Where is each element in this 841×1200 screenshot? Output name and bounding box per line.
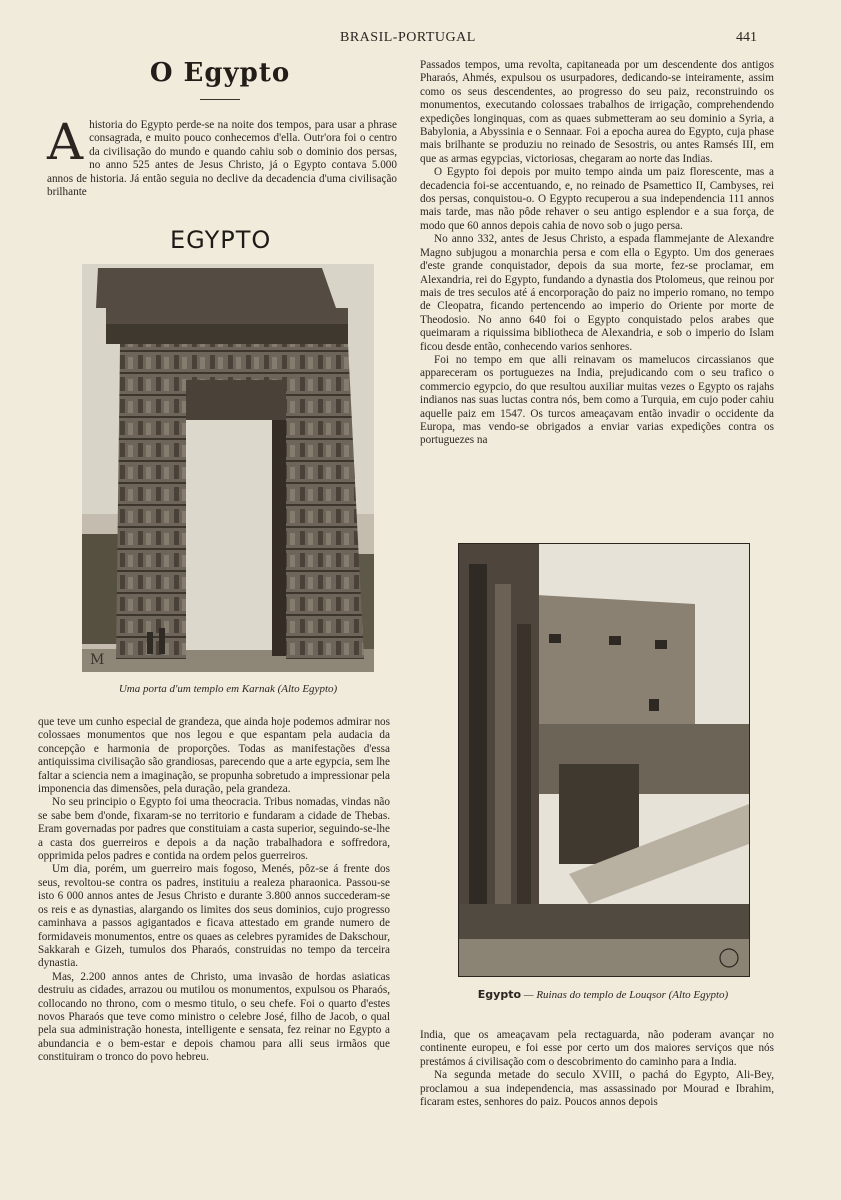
section-heading: EGYPTO bbox=[170, 226, 272, 254]
paragraph: Mas, 2.200 annos antes de Christo, uma invasão de hordas asiaticas destruiu as cidades, arrazou ou mutilou os monumentos, expulsou os Pharaós, collocando no throno, com o mesmo titulo, o seu chefe. Foi o quarto d'estes novos Pharaós que teve como ministro o celebre José, filho de Jacob, o qual pela sua administração honesta, intelligente e sensata, fez reinar no Egypto a abundancia e o bem-estar e depois chamou para alli seus irmãos que constituiram o tronco do povo hebreu. bbox=[38, 970, 390, 1064]
title-rule bbox=[200, 99, 240, 100]
svg-text:M: M bbox=[90, 652, 105, 668]
paragraph: No seu principio o Egypto foi uma theocracia. Tribus nomadas, vindas não se sabe bem d'onde, fixaram-se no territorio e fundaram a cidade de Thebas. Eram governadas por padres que constituiam a casta superior, seguindo-se-lhe a casta dos guerreiros e depois a da nação trabalhadora e soffredora, opprimida pelos padres e contida na ordem pelos guerreiros. bbox=[38, 796, 390, 863]
paragraph: Um dia, porém, um guerreiro mais fogoso, Menés, pôz-se á frente dos seus, revoltou-se contra os padres, instituiu a realeza pharaonica. Passou-se isto 6 000 annos antes de Jesus Christo e durante 3.800 annos succederam-se os reis e as dynastias, alargando os limites dos seus dominios, cujo progresso caminhava a passos agigantados e ficava attestado em grande numero de formidaveis monumentos, entre os quaes as celebres pyramides de Dakschour, Sakkarah e Gizeh, tumulos dos Pharaós, construidas no tempo da terceira dynastia. bbox=[38, 863, 390, 970]
photo1-caption: Uma porta d'um templo em Karnak (Alto Egypto) bbox=[118, 683, 338, 695]
page-number: 441 bbox=[736, 30, 757, 45]
karnak-gate-photo bbox=[82, 264, 374, 672]
luxor-ruins-illustration bbox=[459, 544, 749, 976]
paragraph: No anno 332, antes de Jesus Christo, a espada flammejante de Alexandre Magno subjugou a monarchia persa e com ella o Egypto. Um dos generaes d'este grande conquistador, depois da sua morte, fez-se proclamar, em Alexandria, rei do Egypto, fundando a dynastia dos Ptolomeus, que reinou por mais de tres seculos até á encorporação do paiz no imperio romano, no tempo de Cleopatra, ficando pertencendo ao imperio do Oriente por morte de Theodosio. No anno 640 foi o Egypto conquistado pelos arabes que queimaram a riquissima bibliotheca de Alexandria, e sob o imperio do Islam ficou desde então, conhecendo varios senhores. bbox=[420, 233, 774, 353]
running-header bbox=[0, 30, 841, 50]
karnak-gate-illustration bbox=[82, 264, 374, 672]
intro-block bbox=[47, 113, 397, 199]
paragraph: India, que os ameaçavam pela rectaguarda, não poderam avançar no continente europeu, e foi esse por certo um dos maiores serviços que nós prestámos á civilisação com o descobrimento do caminho para a India. bbox=[420, 1029, 774, 1068]
right-bottom-column bbox=[420, 1029, 774, 1109]
drop-cap: A bbox=[47, 113, 84, 171]
running-title: BRASIL-PORTUGAL bbox=[340, 30, 476, 45]
paragraph: Passados tempos, uma revolta, capitaneada por um descendente dos antigos Pharaós, Ahmés, expulsou os usurpadores, dedicando-se inteiramente, assim como os seus descendentes, ao progresso do seu paiz, reconstruindo os monumentos, executando colossaes trabalhos de irrigação, comprehendendo expedições longinquas, com as quaes submetteram ao seu dominio a Syria, a Babylonia, a Abyssinia e o Sennaar. Foi a epocha aurea do Egypto, cuja phase mais brilhante se produziu no reinado de Sesostris, ou antes Ramsés III, em que as armas egypcias, victoriosas, chegaram ao norte das Indias. bbox=[420, 59, 774, 165]
photo2-caption-text: — Ruinas do templo de Louqsor (Alto Egypto) bbox=[521, 989, 729, 1001]
photo2-caption-bold: Egypto bbox=[477, 988, 522, 1001]
right-body-column bbox=[420, 59, 774, 448]
paragraph: que teve um cunho especial de grandeza, que ainda hoje podemos admirar nos colossaes monumentos que nos legou e que espantam pela audacia da concepção e harmonia de proporções. Todas as manifestações d'essa antiquissima civilisação são grandiosas, parecendo que a arte egypcia, sem lhe faltar a sciencia nem a imaginação, se propunha sobretudo a impressionar pela imponencia das dimensões, pela duração, pela grandeza. bbox=[38, 716, 390, 796]
photo2-caption bbox=[458, 988, 748, 1001]
left-body-column bbox=[38, 716, 390, 1065]
luxor-ruins-photo bbox=[458, 543, 750, 977]
paragraph: O Egypto foi depois por muito tempo ainda um paiz florescente, mas a decadencia foi-se accentuando, e, no reinado de Psamettico II, Cambyses, rei dos persas, conquistou-o. O Egypto recuperou a sua independencia 111 annos mais tarde, mas não pôde rehaver o seu antigo esplendor e a sua força, de modo que 60 annos depois cahia de novo sob o jugo persa. bbox=[420, 166, 774, 232]
intro-paragraph: historia do Egypto perde-se na noite dos tempos, para usar a phrase consagrada, e muito pouco conhecemos d'ella. Outr'ora foi o centro da civilisação do mundo e quando cahiu sob o dominio dos persas, no anno 525 antes de Jesus Christo, já o Egypto contava 5.000 annos de historia. Já então seguia no declive da decadencia d'uma civilisação brilhante bbox=[47, 119, 397, 199]
article-title: O Egypto bbox=[149, 58, 291, 88]
paragraph: Foi no tempo em que alli reinavam os mamelucos circassianos que appareceram os portuguezes na India, prejudicando com o seu trafico o commercio egypcio, do que resultou auxiliar muitas vezes o Egypto os rajahs indianos nas suas luctas contra nós, bem como a Turquia, em cujo poder cahiu aquelle paiz em 1547. Os turcos ameaçavam então invadir o occidente da Europa, mas vendo-se obrigados a enviar varias expedições contra os portuguezes na bbox=[420, 353, 774, 447]
paragraph: Na segunda metade do seculo XVIII, o pachá do Egypto, Ali-Bey, proclamou a sua independencia, mas assassinado por Mourad e Ibrahim, ficaram estes, senhores do paiz. Poucos annos depois bbox=[420, 1069, 774, 1109]
